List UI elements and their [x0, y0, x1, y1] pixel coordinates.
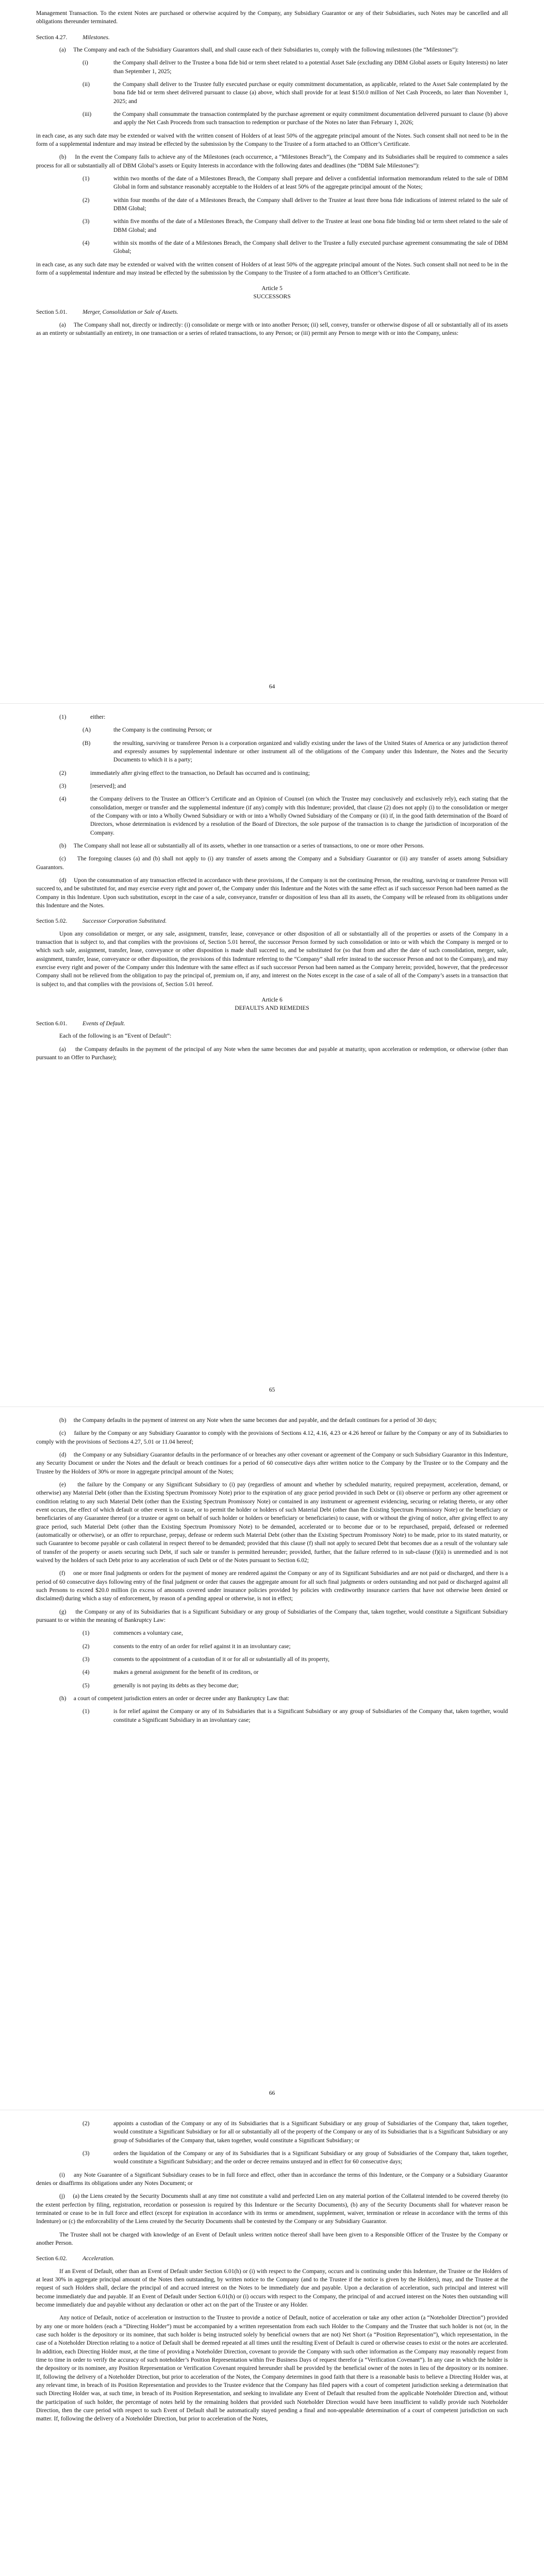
list-item: (1) within two months of the date of a Milestones Breach, the Company shall prepare and deliver a confidential information memorandum related to the sale of DBM Global in form and substance reasonably acceptable to the Holders of at least 50% of the aggregate principal amount of the Notes;	[83, 175, 508, 191]
list-item: (2) consents to the entry of an order for relief against it in an involuntary case;	[83, 1643, 291, 1650]
list-item: (1) commences a voluntary case,	[83, 1630, 183, 1637]
page-64	[0, 0, 544, 703]
section-5-01-a: (a) The Company shall not, directly or indirectly: (i) consolidate or merge with or into another Person; (ii) sell, convey, transfer or otherwise dispose of all or substantially all of its assets as an entirety or substantially an entirety, in one transaction or a series of related transactions, to any Person; or (iii) permit any Person to merge with or into the Company, unless:	[36, 321, 508, 337]
section-5-02-heading: Section 5.02. Successor Corporation Substituted.	[36, 918, 167, 925]
section-4-27-a: (a) The Company and each of the Subsidiary Guarantors shall, and shall cause each of their Subsidiaries to, comply with the following milestones (the “Milestones”):	[59, 46, 459, 53]
page-number: 65	[269, 1386, 275, 1393]
page-65	[0, 703, 544, 1406]
section-4-27-b: (b) In the event the Company fails to achieve any of the Milestones (each occurrence, a “Milestones Breach”), the Company and its Subsidiaries shall be required to commence a sales process for all or substantially all of DBM Global’s assets or Equity Interests in accordance with the following dates and deadlines (the “DBM Sale Milestones”):	[36, 154, 508, 169]
list-item: (1) either:	[59, 714, 106, 720]
list-item: (4) makes a general assignment for the benefit of its creditors, or	[83, 1669, 259, 1676]
list-item: (2) immediately after giving effect to the transaction, no Default has occurred and is continuing;	[59, 770, 310, 776]
page-66	[0, 1406, 544, 2110]
article-5-heading: Article 5 SUCCESSORS	[253, 285, 291, 300]
section-6-01-h: (h) a court of competent jurisdiction enters an order or decree under any Bankruptcy Law that:	[59, 1695, 290, 1702]
section-4-27-b-closing: in each case, as any such date may be extended or waived with the written consent of Holders of at least 50% of the aggregate principal amount of the Notes. Such consent shall not need to be in the form of a supplemental indenture and may instead be effected by the submission by the Company to the Trustee of a form attached to an Officer’s Certificate.	[36, 261, 508, 276]
section-6-01-i: (i) any Note Guarantee of a Significant Subsidiary ceases to be in full force and effect, other than in accordance the terms of this Indenture, or the Company or a Subsidiary Guarantor denies or disaffirms its obligations under any Notes Document; or	[36, 2172, 508, 2187]
section-6-01-lead: Each of the following is an “Event of Default”:	[59, 1033, 172, 1040]
list-item: (ii) the Company shall deliver to the Trustee fully executed purchase or equity commitment documentation, as applicable, related to the Asset Sale contemplated by the bona fide bid or term sheet delivered pursuant to clause (a) above, which shall provide for at least $150.0 million of Net Cash Proceeds, no later than November 1, 2025; and	[83, 81, 508, 105]
section-5-01-heading: Section 5.01. Merger, Consolidation or Sale of Assets.	[36, 309, 178, 316]
section-6-01-a: (a) the Company defaults in the payment of the principal of any Note when the same becomes due and payable at maturity, upon acceleration or redemption, or otherwise (other than pursuant to an Offer to Purchase);	[36, 1046, 508, 1061]
section-6-01-j: (j) (a) the Liens created by the Security Documents shall at any time not constitute a valid and perfected Lien on any material portion of the Collateral intended to be covered thereby (to the extent perfection by filing, registration, recordation or possession is required by this Indenture or the Security Documents), (b) any of the Security Documents shall for whatever reason be terminated or cease to be in full force and effect (except for expiration in accordance with its terms or amendment, supplement, waiver, termination or release in accordance with the terms of this Indenture) or (c) the enforceability of the Liens created by the Security Documents shall be contested by the Company or any Subsidiary Guarantor.	[36, 2193, 508, 2225]
list-item: (2) appoints a custodian of the Company or any of its Subsidiaries that is a Significant Subsidiary or any group of Subsidiaries of the Company that, taken together, would constitute a Significant Subsidiary or for all or substantially all of the property of the Company or any of its Subsidiaries that is a Significant Subsidiary or any group of Subsidiaries of the Company that, taken together, would constitute a Significant Subsidiary; or	[83, 2121, 508, 2144]
section-6-02-p2: Any notice of Default, notice of acceleration or instruction to the Trustee to provide a notice of Default, notice of acceleration or take any other action (a “Noteholder Direction”) provided by any one or more holders (each a “Directing Holder”) must be accompanied by a written representation from each such Holder to the Company and the Trustee that such holder is not (or, in the case such holder is the depository or its nominee, that such holder is being instructed solely by beneficial owners that are not) Net Short (a “Position Representation”), which representation, in the case of a Noteholder Direction relating to a notice of Default shall be deemed repeated at all times until the resulting Event of Default is cured or otherwise ceases to exist or the notes are accelerated. In addition, each Directing Holder must, at the time of providing a Noteholder Direction, covenant to provide the Company with such other information as the Company may reasonably request from time to time in order to verify the accuracy of such noteholder’s Position Representation within five Business Days of request therefor (a “Verification Covenant”). In any case in which the holder is the depository or its nominee, any Position Representation or Verification Covenant required hereunder shall be provided by the beneficial owner of the notes in lieu of the depository or its nominee. If, following the delivery of a Noteholder Direction, but prior to acceleration of the Notes, the Company determines in good faith that there is a reasonable basis to believe a Directing Holder was, at any relevant time, in breach of its Position Representation and provides to the Trustee evidence that the Company has filed papers with a court of competent jurisdiction seeking a determination that such Directing Holder was, at such time, in breach of its Position Representation, and seeking to invalidate any Event of Default that resulted from the applicable Noteholder Direction and, without the participation of such holder, the percentage of notes held by the remaining holders that provided such Noteholder Direction would have been insufficient to validly provide such Noteholder Direction, then the cure period with respect to such Event of Default shall be automatically stayed pending a final and non-appealable determination of a court of competent jurisdiction on such matter. If, following the delivery of a Noteholder Direction, but prior to acceleration of the Notes,	[36, 2315, 508, 2422]
list-item: (4) within six months of the date of a Milestones Breach, the Company shall deliver to the Trustee a fully executed purchase agreement consummating the sale of DBM Global;	[83, 240, 508, 255]
section-6-02-heading: Section 6.02. Acceleration.	[36, 2256, 114, 2262]
list-item: (iii) the Company shall consummate the transaction contemplated by the purchase agreement or equity commitment documentation delivered pursuant to clause (b) above and apply the Net Cash Proceeds from such transaction to redemption or purchase of the Notes no later than February 1, 2026;	[83, 111, 508, 126]
list-item: (3) [reserved]; and	[59, 783, 126, 789]
section-5-01-b: (b) The Company shall not lease all or substantially all of its assets, whether in one transaction or a series of transactions, to one or more other Persons.	[59, 842, 424, 849]
section-6-01-g: (g) the Company or any of its Subsidiaries that is a Significant Subsidiary or any group of Subsidiaries of the Company that, taken together, would constitute a Significant Subsidiary pursuant to or within the meaning of Bankruptcy Law:	[36, 1608, 508, 1623]
list-item: (B) the resulting, surviving or transferee Person is a corporation organized and validly existing under the laws of the United States of America or any jurisdiction thereof and expressly assumes by supplemental indenture or other instrument all of the obligations of the Company under this Indenture, the Notes and the Security Documents to which it is a party;	[83, 740, 508, 764]
section-6-01-c: (c) failure by the Company or any Subsidiary Guarantor to comply with the provisions of Sections 4.12, 4.16, 4.23 or 4.26 hereof or failure by the Company or any of its Subsidiaries to comply with the provisions of Sections 4.27, 5.01 or 11.04 hereof;	[36, 1430, 508, 1445]
section-6-01-e: (e) the failure by the Company or any Significant Subsidiary to (i) pay (regardless of amount and whether by scheduled maturity, required prepayment, acceleration, demand, or otherwise) any Material Debt (other than the Existing Spectrum Promissory Note) prior to the expiration of any grace period provided in such Debt or (ii) observe or perform any other agreement or condition relating to any such Material Debt (other than the Existing Spectrum Promissory Note) or contained in any instrument or agreement evidencing, securing or relating thereto, or any other event occurs, the effect of which default or other event is to cause, or to permit the holder or holders of such Material Debt (other than the Existing Spectrum Promissory Note) or the beneficiary or beneficiaries of any Guarantee thereof (or a trustee or agent on behalf of such holder or holders or beneficiary or beneficiaries) to cause, with or without the giving of notice, after giving effect to any grace period, such Material Debt (other than the Existing Spectrum Promissory Note) to be demanded, accelerated or to become due or to be repurchased, prepaid, defeased or redeemed (automatically or otherwise), or an offer to repurchase, prepay, defease or redeem such Material Debt (other than the Existing Spectrum Promissory Note) to be made, prior to its stated maturity, or such Guarantee to become payable or cash collateral in respect thereof to be demanded; provided that this clause (f) shall not apply to secured Debt that becomes due as a result of the voluntary sale of transfer of the property or assets securing such Debt, if such sale or transfer is permitted hereunder; provided, further, that the failure referred to in sub-clause (f)(ii) is unremedied and is not waived by the holders of such Debt prior to any acceleration of such Debt or of the Notes pursuant to Section 6.02;	[36, 1481, 508, 1564]
page-number: 64	[269, 683, 275, 690]
list-item: (1) is for relief against the Company or any of its Subsidiaries that is a Significant Subsidiary or any group of Subsidiaries of the Company that, taken together, would constitute a Significant Subsidiary in an involuntary case;	[83, 1708, 508, 1723]
list-item: (5) generally is not paying its debts as they become due;	[83, 1682, 239, 1689]
intro-paragraph: Management Transaction. To the extent Notes are purchased or otherwise acquired by the Company, any Subsidiary Guarantor or any of their Subsidiaries, such Notes may be cancelled and all obligations thereunder terminated.	[36, 10, 508, 25]
section-6-01-b: (b) the Company defaults in the payment of interest on any Note when the same becomes due and payable, and the default continues for a period of 30 days;	[59, 1417, 437, 1423]
section-5-01-c: (c) The foregoing clauses (a) and (b) shall not apply to (i) any transfer of assets among the Company and a Subsidiary Guarantor or (ii) any transfer of assets among Subsidiary Guarantors.	[36, 856, 508, 871]
page-number: 66	[269, 2090, 275, 2096]
section-4-27-a-closing: in each case, as any such date may be extended or waived with the written consent of Holders of at least 50% of the aggregate principal amount of the Notes. Such consent shall not need to be in the form of a supplemental indenture and may instead be effected by the submission by the Company to the Trustee of a form attached to an Officer’s Certificate.	[36, 132, 508, 147]
section-5-01-d: (d) Upon the consummation of any transaction effected in accordance with these provisions, if the Company is not the continuing Person, the resulting, surviving or transferee Person will succeed to, and be substituted for, and may exercise every right and power of, the Company under this Indenture and the Notes with the same effect as if such successor Person had been named as the Company in this Indenture. Upon such substitution, except in the case of a sale, conveyance, transfer or disposition of less than all its assets, the Company will be released from its obligations under this Indenture and the Notes.	[36, 877, 508, 909]
page-67	[0, 2110, 544, 2576]
list-item: (A) the Company is the continuing Person; or	[83, 727, 212, 734]
section-6-01-d: (d) the Company or any Subsidiary Guarantor defaults in the performance of or breaches any other covenant or agreement of the Company or such Subsidiary Guarantor in this Indenture, any Security Document or under the Notes and the default or breach continues for a period of 60 consecutive days after written notice to the Company by the Trustee or to the Company and the Trustee by the Holders of 30% or more in aggregate principal amount of the Notes;	[36, 1451, 508, 1475]
article-6-heading: Article 6 DEFAULTS AND REMEDIES	[235, 996, 309, 1011]
section-5-02-body: Upon any consolidation or merger, or any sale, assignment, transfer, lease, conveyance or other disposition of all or substantially all of the properties or assets of the Company in a transaction that is subject to, and that complies with the provisions of, Section 5.01 hereof, the successor Person formed by such consolidation or into or with which the Company is merged or to which such sale, assignment, transfer, lease, conveyance or other disposition is made shall succeed to, and be substituted for (so that from and after the date of such consolidation, merger, sale, assignment, transfer, lease, conveyance or other disposition, the provisions of this Indenture referring to the “Company” shall refer instead to the successor Person and not to the Company), and may exercise every right and power of the Company under this Indenture with the same effect as if such successor Person had been named as the Company herein; provided, however, that the predecessor Company shall not be relieved from the obligation to pay the principal of, premium on, if any, and interest on the Notes except in the case of a sale of all of the Company’s assets in a transaction that is subject to, and that complies with the provisions of, Section 5.01 hereof.	[36, 930, 508, 988]
list-item: (3) within five months of the date of a Milestones Breach, the Company shall deliver to the Trustee at least one bona fide binding bid or term sheet related to the sale of DBM Global; and	[83, 218, 508, 233]
list-item: (i) the Company shall deliver to the Trustee a bona fide bid or term sheet related to a potential Asset Sale (excluding any DBM Global assets or Equity Interests) no later than September 1, 2025;	[83, 60, 508, 75]
list-item: (2) within four months of the date of a Milestones Breach, the Company shall deliver to the Trustee at least three bona fide indications of interest related to the sale of DBM Global;	[83, 197, 508, 212]
section-6-02-p1: If an Event of Default, other than an Event of Default under Section 6.01(h) or (i) with respect to the Company, occurs and is continuing under this Indenture, the Trustee or the Holders of at least 30% in aggregate principal amount of the Notes then outstanding, by written notice to the Company (and to the Trustee if the notice is given by the Holders), may, and the Trustee at the request of such Holders shall, declare the principal of and accrued interest on the Notes to be immediately due and payable. Upon a declaration of acceleration, such principal and interest will become immediately due and payable. If an Event of Default under Section 6.01(h) or (i) occurs with respect to the Company, the principal of and accrued interest on the Notes then outstanding will become immediately due and payable without any declaration or other act on the part of the Trustee or any Holder.	[36, 2268, 508, 2308]
section-6-01-f: (f) one or more final judgments or orders for the payment of money are rendered against the Company or any of its Significant Subsidiaries and are not paid or discharged, and there is a period of 60 consecutive days following entry of the final judgment or order that causes the aggregate amount for all such final judgments or orders outstanding and not paid or discharged against all such Persons to exceed $20.0 million (in excess of amounts covered under insurance policies provided by policies with creditworthy insurance carriers that have not otherwise been denied or disclaimed) during which a stay of enforcement, by reason of a pending appeal or otherwise, is not in effect;	[36, 1570, 508, 1602]
section-4-27-heading: Section 4.27. Milestones.	[36, 34, 110, 41]
list-item: (4) the Company delivers to the Trustee an Officer’s Certificate and an Opinion of Counsel (on which the Trustee may conclusively and exclusively rely), each stating that the consolidation, merger or transfer and the supplemental indenture (if any) comply with this Indenture; provided, that clause (2) does not apply (i) to the consolidation or merger of the Company with or into a Wholly Owned Subsidiary or with or into a Wholly Owned Subsidiary of the Company or (ii) if, in the good faith determination of the Board of Directors, whose determination is evidenced by a resolution of the Board of Directors, the sole purpose of the transaction is to change the jurisdiction of incorporation of the Company.	[59, 796, 508, 836]
list-item: (3) orders the liquidation of the Company or any of its Subsidiaries that is a Significant Subsidiary or any group of Subsidiaries of the Company that, taken together, would constitute a Significant Subsidiary; and the order or decree remains unstayed and in effect for 60 consecutive days;	[83, 2150, 508, 2165]
trustee-knowledge-note: The Trustee shall not be charged with knowledge of an Event of Default unless written notice thereof shall have been given to a Responsible Officer of the Trustee by the Company or another Person.	[36, 2231, 508, 2246]
section-6-01-heading: Section 6.01. Events of Default.	[36, 1021, 125, 1027]
list-item: (3) consents to the appointment of a custodian of it or for all or substantially all of its property,	[83, 1656, 329, 1663]
